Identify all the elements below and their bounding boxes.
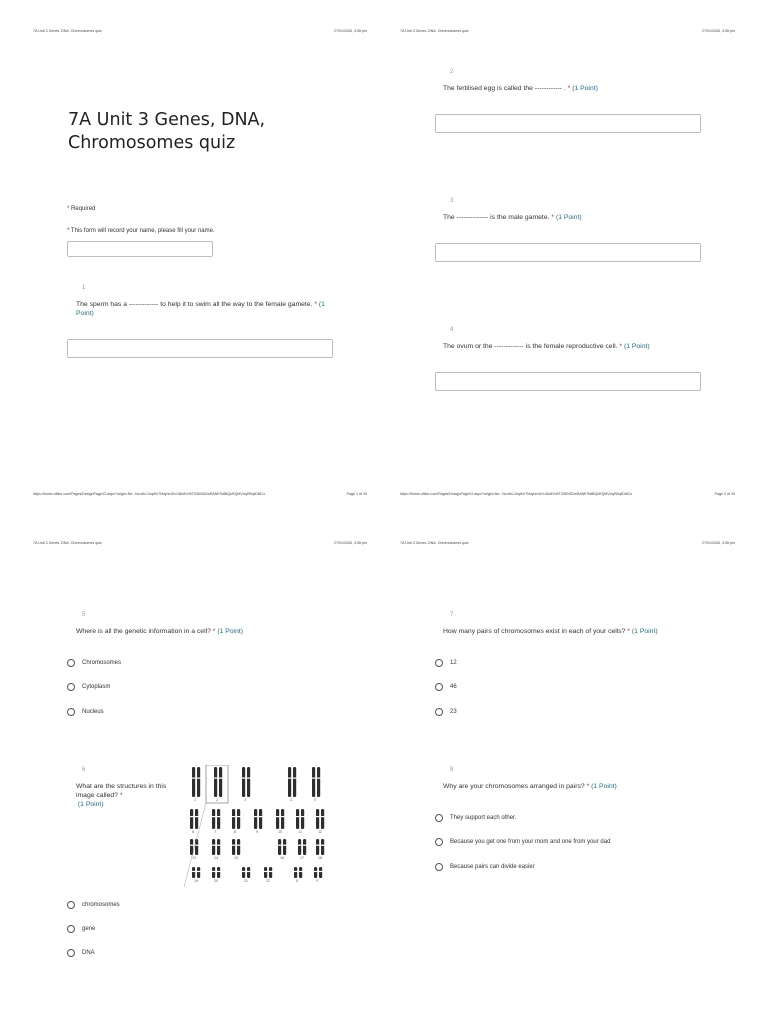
centromere-band	[269, 871, 273, 872]
centromere-band	[247, 871, 251, 872]
chromosome	[316, 809, 319, 829]
chromosome	[197, 867, 200, 878]
chromosome	[242, 867, 245, 878]
chromosome	[232, 809, 235, 829]
centromere-band	[259, 816, 263, 817]
page-footer-number: Page 1 of 20	[346, 492, 367, 496]
name-input[interactable]	[67, 241, 213, 257]
chromosome	[212, 809, 215, 829]
answer-input[interactable]	[435, 114, 701, 133]
radio-circle-icon[interactable]	[435, 863, 443, 871]
karyotype-label: 13	[192, 856, 197, 860]
centromere-band	[247, 778, 251, 779]
centromere-band	[190, 845, 194, 846]
chromosome	[247, 767, 250, 797]
karyotype-label: 2	[216, 798, 219, 802]
chromosome	[298, 839, 301, 855]
karyotype-image	[184, 765, 330, 887]
karyotype-label: 8	[234, 830, 237, 834]
question-text: The sperm has a ------------- to help it to swim all the way to the female gamete. * (1 Point)	[76, 301, 325, 317]
chromosome	[219, 767, 222, 797]
radio-circle-icon[interactable]	[67, 949, 75, 957]
centromere-band	[281, 816, 285, 817]
centromere-band	[237, 816, 241, 817]
chromosome	[293, 767, 296, 797]
chromosome	[259, 809, 262, 829]
chromosome	[312, 767, 315, 797]
page-footer-number: Page 2 of 20	[714, 492, 735, 496]
centromere-band	[217, 845, 221, 846]
page-header-date: 27/01/2026, 3:08 pm	[334, 29, 367, 33]
question-number: 4	[450, 327, 454, 333]
karyotype-label: 3	[244, 798, 247, 802]
radio-circle-icon[interactable]	[435, 708, 443, 716]
centromere-band	[242, 778, 246, 779]
chromosome	[195, 809, 198, 829]
pdf-page-4	[384, 512, 768, 1024]
centromere-band	[237, 845, 241, 846]
question-number: 5	[82, 612, 86, 618]
question-text: How many pairs of chromosomes exist in each of your cells? * (1 Point)	[443, 628, 658, 635]
chromosome	[232, 839, 235, 855]
karyotype-label: 4	[290, 798, 293, 802]
chromosome	[299, 867, 302, 878]
chromosome	[301, 809, 304, 829]
centromere-band	[219, 778, 223, 779]
pdf-page-2	[384, 0, 768, 512]
centromere-band	[197, 871, 201, 872]
centromere-band	[301, 816, 305, 817]
chromosome	[269, 867, 272, 878]
chromosome	[212, 867, 215, 878]
option-radio[interactable]: Because pairs can divide easier	[435, 863, 535, 871]
centromere-band	[294, 871, 298, 872]
chromosome	[192, 767, 195, 797]
centromere-band	[232, 816, 236, 817]
centromere-band	[283, 845, 287, 846]
centromere-band	[316, 845, 320, 846]
chromosome	[217, 867, 220, 878]
pdf-page-3	[0, 512, 384, 1024]
chromosome	[190, 839, 193, 855]
centromere-band	[314, 871, 318, 872]
chromosome	[254, 809, 257, 829]
centromere-band	[212, 845, 216, 846]
chromosome	[288, 767, 291, 797]
centromere-band	[288, 778, 292, 779]
centromere-band	[212, 816, 216, 817]
karyotype-label: 22	[266, 879, 271, 883]
chromosome	[217, 809, 220, 829]
chromosome	[319, 867, 322, 878]
page-header-date: 27/01/2026, 3:08 pm	[334, 541, 367, 545]
form-title: 7A Unit 3 Genes, DNA, Chromosomes quiz	[68, 110, 266, 153]
answer-input[interactable]	[435, 243, 701, 262]
chromosome	[317, 767, 320, 797]
centromere-band	[214, 778, 218, 779]
centromere-band	[232, 845, 236, 846]
radio-circle-icon[interactable]	[435, 683, 443, 691]
centromere-band	[192, 778, 196, 779]
centromere-band	[254, 816, 258, 817]
chromosome	[190, 809, 193, 829]
option-radio[interactable]: Nucleus	[67, 708, 104, 716]
centromere-band	[190, 816, 194, 817]
centromere-band	[195, 816, 199, 817]
centromere-band	[217, 816, 221, 817]
chromosome	[321, 839, 324, 855]
answer-input[interactable]	[67, 339, 333, 358]
page-header-date: 27/01/2026, 3:08 pm	[702, 541, 735, 545]
radio-circle-icon[interactable]	[67, 683, 75, 691]
centromere-band	[197, 778, 201, 779]
karyotype-label: 18	[318, 856, 323, 860]
centromere-band	[217, 871, 221, 872]
chromosome	[217, 839, 220, 855]
chromosome	[281, 809, 284, 829]
karyotype-label: 17	[300, 856, 305, 860]
question-text: The -------------- is the male gamete. * (1 Point)	[443, 214, 582, 221]
chromosome	[195, 839, 198, 855]
question-number: 6	[82, 767, 86, 773]
radio-circle-icon[interactable]	[435, 814, 443, 822]
page-footer-url: https://forms.office.com/Pages/DesignPageV2.aspx?origin=Ne...NcuthJ-0opKh7Nnyhm3rVJ&h8Vh5T03KNS2wRAfW7k8BQkRQMVmyR0qtD6lCo	[400, 492, 633, 496]
option-radio[interactable]: chromosomes	[67, 901, 120, 909]
centromere-band	[192, 871, 196, 872]
karyotype-label: 5	[314, 798, 317, 802]
chromosome	[242, 767, 245, 797]
centromere-band	[316, 816, 320, 817]
centromere-band	[276, 816, 280, 817]
chromosome	[276, 809, 279, 829]
centromere-band	[317, 778, 321, 779]
chromosome	[237, 839, 240, 855]
karyotype-label: 7	[214, 830, 217, 834]
karyotype-label: 15	[234, 856, 239, 860]
chromosome	[303, 839, 306, 855]
karyotype-label: 9	[256, 830, 259, 834]
option-radio[interactable]: DNA	[67, 949, 95, 957]
radio-circle-icon[interactable]	[435, 659, 443, 667]
karyotype-label: 19	[194, 879, 199, 883]
option-radio[interactable]: gene	[67, 925, 95, 933]
karyotype-label: 1	[194, 798, 197, 802]
question-text: The ovum or the ------------- is the female reproductive cell. * (1 Point)	[443, 343, 650, 350]
name-note: * This form will record your name, please fill your name.	[67, 228, 215, 234]
centromere-band	[319, 871, 323, 872]
radio-circle-icon[interactable]	[67, 901, 75, 909]
question-text: Why are your chromosomes arranged in pairs? * (1 Point)	[443, 783, 617, 790]
karyotype-label: 14	[214, 856, 219, 860]
karyotype-label: 16	[280, 856, 285, 860]
centromere-band	[303, 845, 307, 846]
chromosome	[294, 867, 297, 878]
chromosome	[212, 839, 215, 855]
required-note: * Required	[67, 206, 96, 212]
karyotype-label: 21	[244, 879, 249, 883]
question-text: What are the structures in this image called? * (1 Point)	[76, 783, 167, 808]
chromosome	[192, 867, 195, 878]
radio-circle-icon[interactable]	[67, 708, 75, 716]
centromere-band	[242, 871, 246, 872]
answer-input[interactable]	[435, 372, 701, 391]
chromosome	[237, 809, 240, 829]
centromere-band	[299, 871, 303, 872]
option-radio[interactable]: Chromosomes	[67, 659, 121, 667]
option-radio[interactable]: 12	[435, 659, 457, 667]
centromere-band	[321, 816, 325, 817]
option-radio[interactable]: They support each other.	[435, 814, 516, 822]
question-number: 1	[82, 285, 86, 291]
centromere-band	[296, 816, 300, 817]
centromere-band	[278, 845, 282, 846]
question-number: 8	[450, 767, 454, 773]
chromosome	[247, 867, 250, 878]
centromere-band	[293, 778, 297, 779]
karyotype-label: 11	[298, 830, 303, 834]
chromosome	[321, 809, 324, 829]
option-radio[interactable]: Because you get one from your mom and one from your dad	[435, 838, 610, 846]
karyotype-label: 20	[214, 879, 219, 883]
option-radio[interactable]: Cytoplasm	[67, 683, 110, 691]
question-number: 7	[450, 612, 454, 618]
centromere-band	[312, 778, 316, 779]
chromosome	[197, 767, 200, 797]
karyotype-label: 6	[192, 830, 195, 834]
chromosome	[214, 767, 217, 797]
centromere-band	[298, 845, 302, 846]
radio-circle-icon[interactable]	[435, 838, 443, 846]
centromere-band	[321, 845, 325, 846]
question-number: 2	[450, 69, 454, 75]
chromosome	[278, 839, 281, 855]
page-header-title: 7A Unit 3 Genes, DNA, Chromosomes quiz	[400, 29, 469, 33]
karyotype-label: X	[296, 879, 299, 883]
radio-circle-icon[interactable]	[67, 925, 75, 933]
page-header-title: 7A Unit 3 Genes, DNA, Chromosomes quiz	[33, 541, 102, 545]
question-number: 3	[450, 198, 454, 204]
centromere-band	[264, 871, 268, 872]
question-text: The fertilised egg is called the ------------ . * (1 Point)	[443, 85, 598, 92]
page-header-title: 7A Unit 3 Genes, DNA, Chromosomes quiz	[33, 29, 102, 33]
page-header-title: 7A Unit 3 Genes, DNA, Chromosomes quiz	[400, 541, 469, 545]
karyotype-label: 12	[318, 830, 323, 834]
page-footer-url: https://forms.office.com/Pages/DesignPageV2.aspx?origin=Ne...NcuthJ-0opKh7Nnyhm3rVJ&h8Vh5T03KNS2wRAfW7k8BQkRQMVmyR0qtD6lCo	[33, 492, 266, 496]
karyotype-label: 10	[278, 830, 283, 834]
chromosome	[264, 867, 267, 878]
centromere-band	[212, 871, 216, 872]
chromosome	[296, 809, 299, 829]
question-text: Where is all the genetic information in a cell? * (1 Point)	[76, 628, 243, 635]
radio-circle-icon[interactable]	[67, 659, 75, 667]
chromosome	[283, 839, 286, 855]
chromosome	[314, 867, 317, 878]
option-radio[interactable]: 23	[435, 708, 457, 716]
page-header-date: 27/01/2026, 3:08 pm	[702, 29, 735, 33]
pdf-page-1	[0, 0, 384, 512]
karyotype-label: Y	[316, 879, 318, 883]
chromosome	[316, 839, 319, 855]
option-radio[interactable]: 46	[435, 683, 457, 691]
